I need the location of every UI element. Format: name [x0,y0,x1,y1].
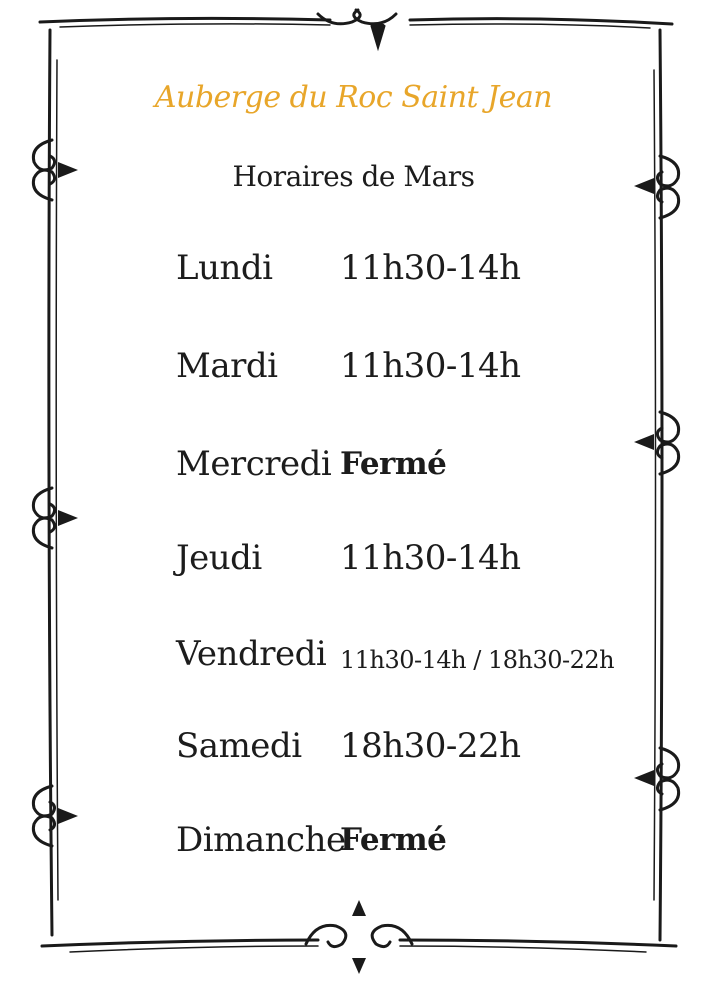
schedule-row-vendredi [0,634,707,694]
hours-value: 11h30-14h / 18h30-22h [340,646,615,674]
hours-value: 11h30-14h [340,346,521,386]
hours-value-closed: Fermé [340,446,447,482]
day-label: Mercredi [176,444,332,484]
schedule-row-lundi [0,248,707,308]
day-label: Dimanche [176,820,346,860]
day-label: Mardi [176,346,278,386]
schedule-row-jeudi [0,538,707,598]
hours-value: 11h30-14h [340,248,521,288]
day-label: Jeudi [176,538,262,578]
schedule-row-mardi [0,346,707,406]
schedule-row-samedi [0,726,707,786]
hours-value: 18h30-22h [340,726,521,766]
restaurant-name: Auberge du Roc Saint Jean [154,80,553,115]
schedule-row-dimanche [0,820,707,880]
day-label: Vendredi [176,634,327,674]
hours-value-closed: Fermé [340,822,447,858]
hours-value: 11h30-14h [340,538,521,578]
day-label: Samedi [176,726,302,766]
schedule-row-mercredi [0,444,707,504]
schedule-heading: Horaires de Mars [232,160,475,193]
day-label: Lundi [176,248,273,288]
